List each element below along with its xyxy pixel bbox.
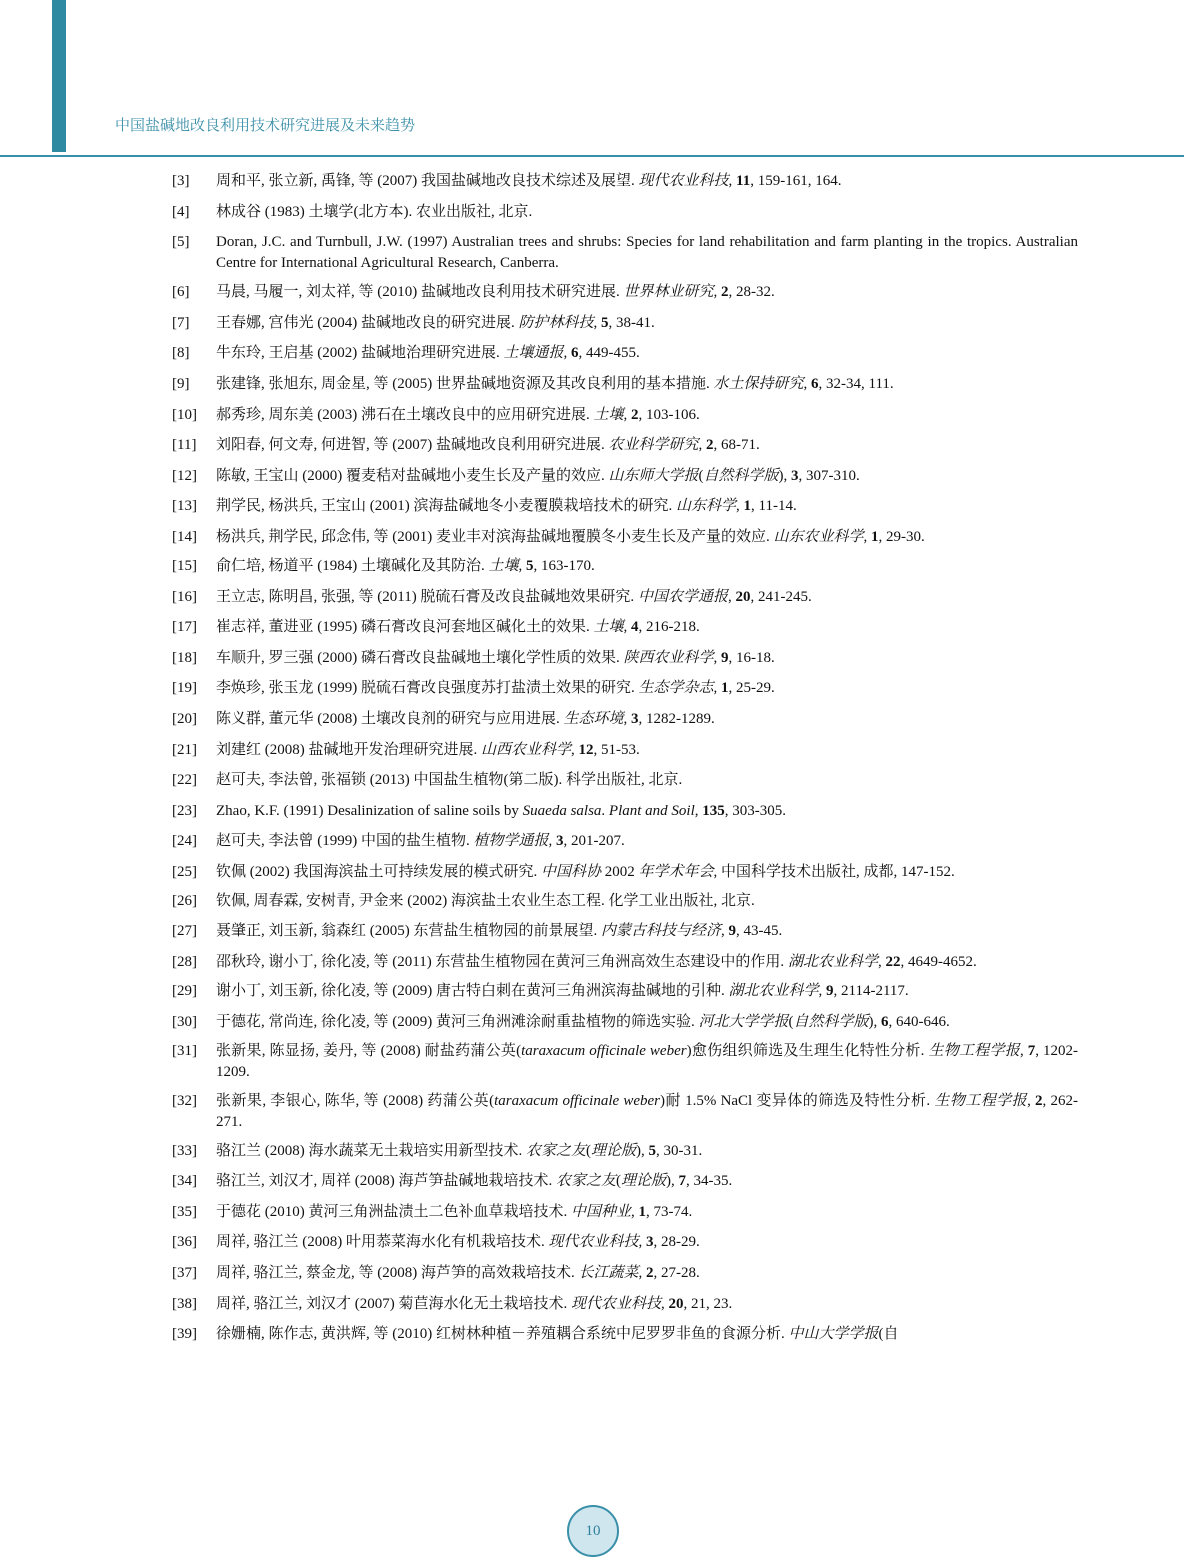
citation-text: 陈义群, 董元华 (2008) 土壤改良剂的研究与应用进展. — [216, 710, 564, 727]
reference-number: [6] — [172, 284, 190, 301]
reference-number: [23] — [172, 802, 197, 819]
citation-text: 李焕珍, 张玉龙 (1999) 脱硫石膏改良强度苏打盐渍土效果的研究. — [216, 680, 639, 697]
reference-item — [172, 1202, 1078, 1223]
citation-text: , 43-45. — [736, 923, 783, 940]
reference-number: [25] — [172, 863, 197, 880]
citation-text: )耐 1.5% NaCl 变异体的筛选及特性分析. — [660, 1092, 935, 1109]
journal-title: 生物工程学报 — [934, 1092, 1028, 1109]
reference-text — [216, 770, 1078, 791]
citation-text: , — [721, 923, 729, 940]
reference-text — [216, 921, 1078, 942]
citation-text: , — [623, 619, 632, 636]
reference-number: [12] — [172, 467, 197, 484]
journal-title: 陕西农业科学 — [623, 649, 714, 666]
reference-item — [172, 981, 1078, 1002]
citation-text: , 38-41. — [608, 314, 655, 331]
reference-item — [172, 801, 1078, 822]
volume-number: 2 — [631, 406, 639, 423]
reference-item — [172, 740, 1078, 761]
citation-text: , — [863, 528, 872, 545]
citation-text: 陈敏, 王宝山 (2000) 覆麦秸对盐碱地小麦生长及产量的效应. — [216, 467, 609, 484]
reference-item — [172, 952, 1078, 973]
reference-item — [172, 1091, 1078, 1133]
citation-text: ), — [666, 1173, 679, 1190]
volume-number: 2 — [706, 437, 714, 454]
reference-item — [172, 709, 1078, 730]
reference-number: [38] — [172, 1295, 197, 1312]
volume-number: 5 — [648, 1142, 657, 1159]
reference-text — [216, 831, 1078, 852]
citation-text: , 2114-2117. — [833, 983, 909, 1000]
reference-text — [216, 1041, 1078, 1083]
journal-title: 土壤 — [488, 557, 519, 574]
citation-text: , — [623, 406, 632, 423]
reference-number: [27] — [172, 923, 197, 940]
reference-text — [216, 202, 1078, 223]
journal-title: 水土保持研究 — [713, 375, 804, 392]
reference-item — [172, 862, 1078, 883]
citation-text: ( — [788, 1013, 794, 1030]
citation-text: 林成谷 (1983) 土壤学(北方本). 农业出版社, 北京. — [216, 203, 533, 220]
reference-number: [11] — [172, 437, 197, 454]
reference-text — [216, 617, 1078, 638]
citation-text: , 25-29. — [728, 680, 775, 697]
journal-title: 中国科协 — [541, 863, 602, 880]
reference-number: [37] — [172, 1265, 197, 1282]
citation-text: , — [638, 1265, 647, 1282]
volume-number: 2 — [1035, 1092, 1043, 1109]
reference-text — [216, 1091, 1078, 1133]
reference-item — [172, 1041, 1078, 1083]
citation-text: , 32-34, 111. — [818, 375, 894, 392]
reference-text — [216, 1232, 1078, 1253]
reference-text — [216, 374, 1078, 395]
citation-text: 钦佩, 周春霖, 安树青, 尹金来 (2002) 海滨盐土农业生态工程. 化学工业出版社, 北京. — [216, 892, 755, 909]
journal-title: 现代农业科技 — [548, 1234, 639, 1251]
citation-text: , — [698, 437, 707, 454]
reference-item — [172, 343, 1078, 364]
reference-number: [22] — [172, 772, 197, 789]
reference-text — [216, 740, 1078, 761]
volume-number: 9 — [721, 649, 729, 666]
reference-number: [10] — [172, 406, 197, 423]
citation-text: , 1282-1289. — [638, 710, 715, 727]
citation-text: 周祥, 骆江兰, 蔡金龙, 等 (2008) 海芦笋的高效栽培技术. — [216, 1265, 579, 1282]
citation-text: ), — [868, 1013, 882, 1030]
citation-text: , 216-218. — [638, 619, 700, 636]
reference-number: [35] — [172, 1203, 197, 1220]
running-title: 中国盐碱地改良利用技术研究进展及未来趋势 — [115, 116, 416, 134]
reference-number: [24] — [172, 833, 197, 850]
reference-number: [21] — [172, 741, 197, 758]
citation-text: 于德花 (2010) 黄河三角洲盐渍土二色补血草栽培技术. — [216, 1203, 571, 1220]
citation-text: 于德花, 常尚连, 徐化凌, 等 (2009) 黄河三角洲滩涂耐重盐植物的筛选实验. — [216, 1013, 699, 1030]
citation-text: ), — [778, 467, 792, 484]
reference-text — [216, 1012, 1078, 1033]
reference-item — [172, 313, 1078, 334]
header-accent-bar — [52, 0, 66, 152]
citation-text: 荆学民, 杨洪兵, 王宝山 (2001) 滨海盐碱地冬小麦覆膜栽培技术的研究. — [216, 498, 676, 515]
citation-text: 周和平, 张立新, 禹锋, 等 (2007) 我国盐碱地改良技术综述及展望. — [216, 173, 639, 189]
reference-number: [34] — [172, 1173, 197, 1190]
reference-item — [172, 232, 1078, 274]
journal-title: taraxacum officinale weber — [494, 1092, 661, 1109]
citation-text: , — [727, 588, 736, 605]
reference-number: [3] — [172, 173, 190, 189]
volume-number: 6 — [881, 1013, 889, 1030]
reference-item — [172, 1232, 1078, 1253]
reference-text — [216, 648, 1078, 669]
journal-title: 山东科学 — [676, 498, 737, 515]
reference-list — [172, 171, 1078, 1355]
volume-number: 1 — [743, 498, 752, 515]
reference-item — [172, 282, 1078, 303]
citation-text: , — [713, 680, 722, 697]
reference-text — [216, 232, 1078, 274]
reference-number: [9] — [172, 375, 190, 392]
page-number-badge — [567, 1505, 619, 1557]
reference-item — [172, 466, 1078, 487]
citation-text: , — [713, 284, 722, 301]
reference-item — [172, 435, 1078, 456]
citation-text: , 73-74. — [646, 1203, 693, 1220]
volume-number: 2 — [646, 1265, 654, 1282]
volume-number: 7 — [1027, 1042, 1036, 1059]
citation-text: 谢小丁, 刘玉新, 徐化凌, 等 (2009) 唐古特白刺在黄河三角洲滨海盐碱地的引种. — [216, 983, 729, 1000]
citation-text: , 51-53. — [593, 741, 640, 758]
journal-title: Suaeda salsa — [522, 802, 602, 819]
citation-text: , 163-170. — [533, 557, 595, 574]
page-number: 10 — [585, 1522, 601, 1539]
journal-title: 湖北农业科学 — [728, 983, 819, 1000]
volume-number: 9 — [826, 983, 834, 1000]
journal-title: 山东农业科学 — [773, 528, 864, 545]
volume-number: 20 — [735, 588, 751, 605]
volume-number: 6 — [571, 345, 579, 362]
journal-title: Plant and Soil — [608, 802, 695, 819]
citation-text: 刘建红 (2008) 盐碱地开发治理研究进展. — [216, 741, 481, 758]
reference-item — [172, 831, 1078, 852]
reference-number: [17] — [172, 619, 197, 636]
volume-number: 12 — [578, 741, 594, 758]
reference-number: [16] — [172, 588, 197, 605]
journal-title: 理论版 — [621, 1173, 667, 1190]
citation-text: 杨洪兵, 荆学民, 邱念伟, 等 (2001) 麦业丰对滨海盐碱地覆膜冬小麦生长及产量的效应. — [216, 528, 774, 545]
reference-text — [216, 1202, 1078, 1223]
volume-number: 6 — [811, 375, 819, 392]
citation-text: , — [1019, 1042, 1028, 1059]
reference-text — [216, 891, 1078, 912]
journal-title: 生态环境 — [563, 710, 624, 727]
volume-number: 7 — [678, 1173, 687, 1190]
citation-text: , — [713, 649, 722, 666]
citation-text: , — [728, 173, 737, 189]
citation-text: 周祥, 骆江兰, 刘汉才 (2007) 菊苣海水化无土栽培技术. — [216, 1295, 571, 1312]
citation-text: , 159-161, 164. — [750, 173, 842, 189]
reference-item — [172, 1141, 1078, 1162]
volume-number: 9 — [728, 923, 737, 940]
citation-text: 俞仁培, 杨道平 (1984) 土壤碱化及其防治. — [216, 557, 489, 574]
volume-number: 135 — [702, 802, 725, 819]
reference-item — [172, 648, 1078, 669]
volume-number: 20 — [668, 1295, 684, 1312]
citation-text: 骆江兰 (2008) 海水蔬菜无土栽培实用新型技术. — [216, 1142, 526, 1159]
citation-text: 王春娜, 宫伟光 (2004) 盐碱地改良的研究进展. — [216, 314, 519, 331]
citation-text: 聂肇正, 刘玉新, 翁森红 (2005) 东营盐生植物园的前景展望. — [216, 923, 601, 940]
reference-item — [172, 1012, 1078, 1033]
reference-number: [14] — [172, 528, 197, 545]
reference-number: [8] — [172, 345, 190, 362]
citation-text: Doran, J.C. and Turnbull, J.W. (1997) Australian trees and shrubs: Species for land rehabilitation and farm planting in the tropics. Australian Centre for International Agricultural Research, Canberra. — [216, 234, 1078, 272]
reference-number: [5] — [172, 234, 190, 251]
reference-item — [172, 587, 1078, 608]
reference-item — [172, 678, 1078, 699]
citation-text: 车顺升, 罗三强 (2000) 磷石膏改良盐碱地土壤化学性质的效果. — [216, 649, 624, 666]
reference-text — [216, 313, 1078, 334]
citation-text: , 4649-4652. — [900, 954, 977, 971]
reference-text — [216, 981, 1078, 1002]
reference-text — [216, 171, 1078, 192]
reference-item — [172, 374, 1078, 395]
reference-text — [216, 587, 1078, 608]
citation-text: 周祥, 骆江兰 (2008) 叶用菾菜海水化有机栽培技术. — [216, 1234, 549, 1251]
journal-title: 长江蔬菜 — [578, 1265, 639, 1282]
reference-text — [216, 678, 1078, 699]
reference-text — [216, 1324, 1078, 1345]
citation-text: , — [736, 498, 744, 515]
reference-number: [31] — [172, 1042, 197, 1059]
journal-title: 农家之友 — [526, 1142, 587, 1159]
citation-text: , 262-271. — [216, 1092, 1078, 1130]
journal-title: 中国种业 — [571, 1203, 632, 1220]
reference-text — [216, 527, 1078, 548]
reference-text — [216, 1141, 1078, 1162]
reference-number: [26] — [172, 892, 197, 909]
reference-number: [15] — [172, 557, 197, 574]
citation-text: )愈伤组织筛选及生理生化特性分析. — [686, 1042, 929, 1059]
citation-text: 徐姗楠, 陈作志, 黄洪辉, 等 (2010) 红树林种植－养殖耦合系统中尼罗罗非鱼的食源分析. — [216, 1326, 789, 1343]
reference-item — [172, 556, 1078, 577]
reference-text — [216, 952, 1078, 973]
reference-item — [172, 1294, 1078, 1315]
citation-text: 郝秀珍, 周东美 (2003) 沸石在土壤改良中的应用研究进展. — [216, 406, 594, 423]
journal-title: 土壤 — [593, 619, 624, 636]
journal-title: 防护林科技 — [518, 314, 594, 331]
citation-text: , — [593, 314, 602, 331]
journal-title: 现代农业科技 — [638, 173, 729, 189]
citation-text: , 1202-1209. — [216, 1042, 1079, 1080]
reference-text — [216, 435, 1078, 456]
citation-text: , — [638, 1234, 647, 1251]
citation-text: 2002 — [601, 863, 639, 880]
citation-text: , — [877, 954, 886, 971]
reference-item — [172, 1324, 1078, 1345]
journal-title: 现代农业科技 — [571, 1295, 662, 1312]
reference-number: [13] — [172, 498, 197, 515]
reference-text — [216, 1263, 1078, 1284]
volume-number: 3 — [646, 1234, 654, 1251]
reference-number: [30] — [172, 1013, 197, 1030]
journal-title: 自然科学版 — [703, 467, 779, 484]
reference-number: [20] — [172, 710, 197, 727]
volume-number: 2 — [721, 284, 729, 301]
journal-title: 山西农业科学 — [481, 741, 572, 758]
journal-title: 自然科学版 — [793, 1013, 869, 1030]
reference-item — [172, 921, 1078, 942]
citation-text: , 640-646. — [888, 1013, 950, 1030]
citation-text: , 30-31. — [656, 1142, 703, 1159]
journal-title: 土壤 — [593, 406, 624, 423]
journal-title: 世界林业研究 — [623, 284, 714, 301]
journal-title: 中山大学学报 — [788, 1326, 879, 1343]
reference-number: [36] — [172, 1234, 197, 1251]
citation-text: , — [694, 802, 703, 819]
reference-text — [216, 405, 1078, 426]
volume-number: 1 — [638, 1203, 647, 1220]
citation-text: 骆江兰, 刘汉才, 周祥 (2008) 海芦笋盐碱地栽培技术. — [216, 1173, 556, 1190]
reference-item — [172, 1263, 1078, 1284]
citation-text: , 27-28. — [653, 1265, 700, 1282]
journal-title: 内蒙古科技与经济 — [601, 923, 722, 940]
reference-text — [216, 862, 1078, 883]
journal-title: 生态学杂志 — [638, 680, 714, 697]
reference-item — [172, 405, 1078, 426]
reference-text — [216, 709, 1078, 730]
citation-text: 崔志祥, 董进亚 (1995) 磷石膏改良河套地区碱化土的效果. — [216, 619, 594, 636]
volume-number: 3 — [631, 710, 639, 727]
reference-text — [216, 466, 1078, 487]
citation-text: , 中国科学技术出版社, 成都, 147-152. — [713, 863, 955, 880]
reference-item — [172, 202, 1078, 223]
reference-item — [172, 496, 1078, 517]
reference-number: [28] — [172, 954, 197, 971]
citation-text: 邵秋玲, 谢小丁, 徐化凌, 等 (2011) 东营盐生植物园在黄河三角洲高效生态建设中的作用. — [216, 954, 788, 971]
reference-text — [216, 343, 1078, 364]
journal-title: 农家之友 — [556, 1173, 617, 1190]
volume-number: 1 — [721, 680, 729, 697]
reference-number: [33] — [172, 1142, 197, 1159]
reference-text — [216, 282, 1078, 303]
citation-text: , — [623, 710, 632, 727]
journal-title: 河北大学学报 — [698, 1013, 789, 1030]
citation-text: , 28-29. — [653, 1234, 700, 1251]
citation-text: 赵可夫, 李法曾 (1999) 中国的盐生植物. — [216, 833, 474, 850]
reference-number: [4] — [172, 203, 190, 220]
reference-number: [39] — [172, 1326, 197, 1343]
journal-title: 生物工程学报 — [928, 1042, 1020, 1059]
citation-text: , — [631, 1203, 639, 1220]
reference-text — [216, 496, 1078, 517]
citation-text: , 29-30. — [878, 528, 925, 545]
citation-text: , 28-32. — [728, 284, 775, 301]
citation-text: , — [571, 741, 579, 758]
citation-text: ( — [586, 1142, 592, 1159]
citation-text: , 103-106. — [638, 406, 700, 423]
journal-title: 农业科学研究 — [608, 437, 699, 454]
volume-number: 5 — [601, 314, 609, 331]
citation-text: , 307-310. — [798, 467, 860, 484]
reference-number: [29] — [172, 983, 197, 1000]
citation-text: ), — [636, 1142, 649, 1159]
reference-text — [216, 801, 1078, 822]
reference-item — [172, 891, 1078, 912]
volume-number: 11 — [736, 173, 751, 189]
volume-number: 3 — [791, 467, 799, 484]
citation-text: 张新果, 李银心, 陈华, 等 (2008) 药蒲公英( — [216, 1092, 495, 1109]
reference-item — [172, 527, 1078, 548]
journal-title: taraxacum officinale weber — [521, 1042, 687, 1059]
journal-title: 植物学通报 — [473, 833, 549, 850]
reference-number: [19] — [172, 680, 197, 697]
citation-text: 钦佩 (2002) 我国海滨盐土可持续发展的模式研究. — [216, 863, 541, 880]
citation-text: , 201-207. — [563, 833, 625, 850]
reference-text — [216, 1171, 1078, 1192]
citation-text: , — [548, 833, 557, 850]
citation-text: (自 — [878, 1326, 899, 1343]
reference-item — [172, 171, 1078, 192]
citation-text: 牛东玲, 王启基 (2002) 盐碱地治理研究进展. — [216, 345, 504, 362]
citation-text: , 68-71. — [713, 437, 760, 454]
volume-number: 4 — [631, 619, 639, 636]
citation-text: ( — [698, 467, 704, 484]
citation-text: 张建锋, 张旭东, 周金星, 等 (2005) 世界盐碱地资源及其改良利用的基本措施. — [216, 375, 714, 392]
citation-text: , — [818, 983, 827, 1000]
citation-text: 张新果, 陈显扬, 姜丹, 等 (2008) 耐盐药蒲公英( — [216, 1042, 522, 1059]
citation-text: , 241-245. — [750, 588, 812, 605]
reference-item — [172, 770, 1078, 791]
reference-text — [216, 556, 1078, 577]
volume-number: 3 — [556, 833, 564, 850]
citation-text: Zhao, K.F. (1991) Desalinization of saline soils by — [216, 802, 523, 819]
citation-text: , 11-14. — [751, 498, 797, 515]
citation-text: , 449-455. — [578, 345, 640, 362]
citation-text: , — [661, 1295, 669, 1312]
reference-number: [32] — [172, 1092, 197, 1109]
citation-text: . — [601, 802, 609, 819]
volume-number: 22 — [885, 954, 901, 971]
citation-text: , — [518, 557, 527, 574]
reference-item — [172, 1171, 1078, 1192]
citation-text: , — [563, 345, 572, 362]
reference-number: [18] — [172, 649, 197, 666]
volume-number: 1 — [871, 528, 879, 545]
journal-title: 湖北农业科学 — [787, 954, 878, 971]
journal-title: 山东师大学报 — [608, 467, 699, 484]
citation-text: , 303-305. — [724, 802, 787, 819]
citation-text: 王立志, 陈明昌, 张强, 等 (2011) 脱硫石膏及改良盐碱地效果研究. — [216, 588, 638, 605]
volume-number: 5 — [526, 557, 534, 574]
citation-text: 赵可夫, 李法曾, 张福锁 (2013) 中国盐生植物(第二版). 科学出版社, 北京. — [216, 772, 683, 789]
citation-text: 马晨, 马履一, 刘太祥, 等 (2010) 盐碱地改良利用技术研究进展. — [216, 284, 624, 301]
citation-text: ( — [616, 1173, 622, 1190]
journal-title: 中国农学通报 — [637, 588, 728, 605]
citation-text: , 34-35. — [686, 1173, 733, 1190]
citation-text: , — [803, 375, 812, 392]
journal-title: 年学术年会 — [638, 863, 714, 880]
reference-text — [216, 1294, 1078, 1315]
journal-title: 理论版 — [591, 1142, 637, 1159]
reference-number: [7] — [172, 314, 190, 331]
citation-text: , 21, 23. — [683, 1295, 733, 1312]
header-rule — [0, 155, 1184, 157]
journal-title: 土壤通报 — [503, 345, 564, 362]
citation-text: 刘阳春, 何文寿, 何进智, 等 (2007) 盐碱地改良利用研究进展. — [216, 437, 609, 454]
reference-item — [172, 617, 1078, 638]
citation-text: , 16-18. — [728, 649, 775, 666]
citation-text: , — [1027, 1092, 1036, 1109]
